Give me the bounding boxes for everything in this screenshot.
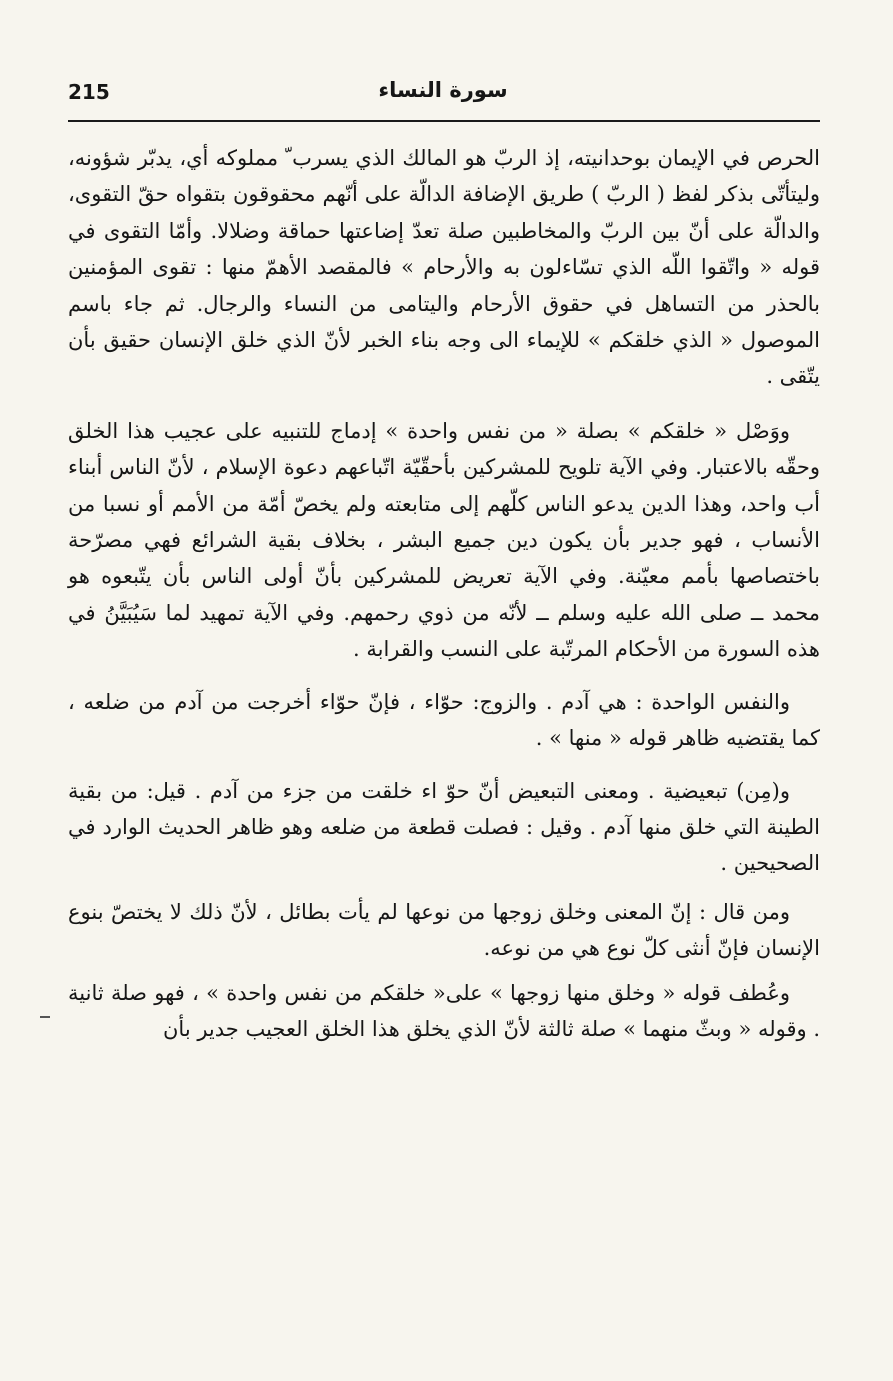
header-rule [68, 120, 820, 122]
paragraph-3: والنفس الواحدة : هي آدم . والزوج: حوّاء ، فإنّ حوّاء أخرجت من آدم من ضلعه ، كما يقتضيه ظاهر قوله « منها » . [68, 689, 820, 751]
running-title: سورة النساء [378, 78, 508, 102]
paragraph-5: ومن قال : إنّ المعنى وخلق زوجها من نوعها لم يأت بطائل ، لأنّ ذلك لا يختصّ بنوع الإنسان فإنّ أنثى كلّ نوع هي من نوعه. [68, 899, 820, 961]
paragraph-2: ووَصْل « خلقكم » بصلة « من نفس واحدة » إدماج للتنبيه على عجيب هذا الخلق وحقّه بالاعتبار. وفي الآية تلويح للمشركين بأحقّيّة اتّباعهم دعوة الإسلام ، لأنّ الناس أبناء أب واحد، وهذا الدين يدعو الناس كلّهم إلى متابعته ولم يخصّ أمّة من الأمم أو نسبا من الأنساب ، فهو جدير بأن يكون دين جميع البشر ، بخلاف بقية الشرائع فهي مصرّحة باختصاصها بأمم معيّنة. وفي الآية تعريض للمشركين بأنّ أولى الناس بأن يتّبعوه هو محمد ــ صلى الله عليه وسلم ــ لأنّه من ذوي رحمهم. وفي الآية تمهيد لما سَيُبَيَّنُ في هذه السورة من الأحكام المرتّبة على النسب والقرابة . [68, 418, 820, 662]
page-header [68, 70, 818, 120]
paragraph-6: وعُطف قوله « وخلق منها زوجها » على« خلقكم من نفس واحدة » ، فهو صلة ثانية . وقوله « وبثّ منهما » صلة ثالثة لأنّ الذي يخلق هذا الخلق العجيب جدير بأن [68, 980, 820, 1041]
paragraph-4: و(مِن) تبعيضية . ومعنى التبعيض أنّ حوّ اء خلقت من جزء من آدم . قيل: من بقية الطينة التي خلق منها آدم . وقيل : فصلت قطعة من ضلعه وهو ظاهر الحديث الوارد في الصحيحين . [68, 778, 820, 876]
body-text [68, 140, 820, 1047]
margin-mark [40, 1016, 50, 1018]
paragraph-1: الحرص في الإيمان بوحدانيته، إذ الربّ هو المالك الذي يسرب ّ مملوكه أي، يدبّر شؤونه، وليتأتّى بذكر لفظ ( الربّ ) طريق الإضافة الدالّة على أنّهم محقوقون بتقواه حقّ التقوى، والدالّة على أنّ بين الربّ والمخاطبين صلة تعدّ إضاعتها حماقة وضلالا. وأمّا التقوى في قوله « واتّقوا اللّه الذي تسّاءلون به والأرحام » فالمقصد الأهمّ منها : تقوى المؤمنين بالحذر من التساهل في حقوق الأرحام واليتامى من النساء والرجال. ثم جاء باسم الموصول « الذي خلقكم » للإيماء الى وجه بناء الخبر لأنّ الذي خلق الإنسان حقيق بأن يتّقى . [68, 146, 820, 389]
page-number: 215 [68, 80, 110, 104]
